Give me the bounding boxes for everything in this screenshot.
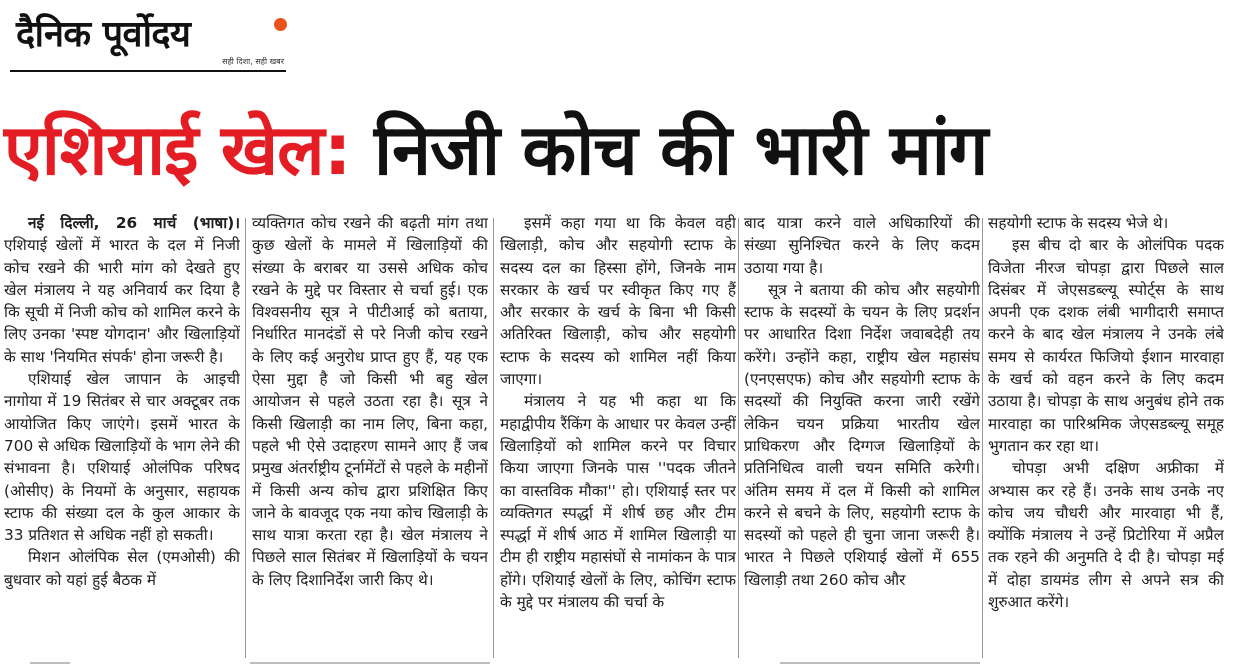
- article-paragraph: एशियाई खेल जापान के आइची नागोया में 19 सितंबर से चार अक्टूबर तक आयोजित किए जाएंगे। इसमें भारत के 700 से अधिक खिलाड़ियों के भाग लेने की संभावना है। एशियाई ओलंपिक परिषद (ओसीए) के नियमों के अनुसार, सहायक स्टाफ की संख्या दल के कुल आकार के 33 प्रतिशत से अधिक नहीं हो सकती।: [4, 370, 240, 545]
- article-paragraph: मंत्रालय ने यह भी कहा था कि महाद्वीपीय रैंकिंग के आधार पर केवल उन्हीं खिलाड़ियों को शामिल करने पर विचार किया जाएगा जिनके पास ''पदक जीतने का वास्तविक मौका'' हो। एशियाई स्तर पर व्यक्तिगत स्पर्द्धा में शीर्ष छह और टीम स्पर्द्धा में शीर्ष आठ में शामिल खिलाड़ी या टीम ही राष्ट्रीय महासंघों से नामांकन के पात्र होंगे। एशियाई खेलों के लिए, कोचिंग स्टाफ के मुद्दे पर मंत्रालय की चर्चा के: [500, 392, 736, 612]
- article-paragraph: व्यक्तिगत कोच रखने की बढ़ती मांग तथा कुछ खेलों के मामले में खिलाड़ियों की संख्या के बराबर या उससे अधिक कोच रखने के मुद्दे पर विस्तार से चर्चा हुई। एक विश्वसनीय सूत्र ने पीटीआई को बताया, निर्धारित मानदंडों से परे निजी कोच रखने के लिए कई अनुरोध प्राप्त हुए हैं, यह एक ऐसा मुद्दा है जो किसी भी बहु खेल आयोजन से पहले उठता रहा है। सूत्र ने किसी खिलाड़ी का नाम लिए, बिना कहा, पहले भी ऐसे उदाहरण सामने आए हैं जब प्रमुख अंतर्राष्ट्रीय टूर्नामेंटों से पहले के महीनों में किसी अन्य कोच द्वारा प्रशिक्षित किए जाने के बावजूद एक नया कोच खिलाड़ी के साथ यात्रा करता रहा है। खेल मंत्रालय ने पिछले साल सितंबर में खिलाड़ियों के चयन के लिए दिशानिर्देश जारी किए थे।: [252, 214, 488, 589]
- article-column-1: [4, 212, 240, 667]
- article-column-3: [500, 212, 736, 667]
- article-paragraph: मिशन ओलंपिक सेल (एमओसी) की बुधवार को यहां हुई बैठक में: [4, 548, 240, 589]
- column-divider: [493, 218, 494, 658]
- article-paragraph: सहयोगी स्टाफ के सदस्य भेजे थे।: [988, 214, 1169, 232]
- article-column-2: [252, 212, 488, 667]
- article-column-5: [988, 212, 1224, 667]
- column-divider: [738, 218, 739, 658]
- paragraph-text: एशियाई खेलों में भारत के दल में निजी कोच रखने की भारी मांग को देखते हुए खेल मंत्रालय ने यह अनिवार्य कर दिया है कि सूची में निजी कोच को शामिल करने के लिए उनका 'स्पष्ट योगदान' और खिलाड़ियों के साथ 'नियमित संपर्क' होना जरूरी है।: [4, 236, 240, 366]
- cropped-next-article: [250, 662, 490, 664]
- column-divider: [245, 218, 246, 658]
- article-paragraph: इसमें कहा गया था कि केवल वही खिलाड़ी, कोच और सहयोगी स्टाफ के सदस्य दल का हिस्सा होंगे, जिनके नाम सरकार के खर्च पर स्वीकृत किए गए हैं और सरकार के खर्च के बिना भी किसी अतिरिक्त खिलाड़ी, कोच और सहयोगी स्टाफ के सदस्य को शामिल नहीं किया जाएगा।: [500, 214, 736, 389]
- article-paragraph: चोपड़ा अभी दक्षिण अफ्रीका में अभ्यास कर रहे हैं। उनके साथ उनके नए कोच जय चौधरी और मारवाहा भी हैं, क्योंकि मंत्रालय ने उन्हें प्रिटोरिया में अप्रैल तक रहने की अनुमति दे दी है। चोपड़ा मई में दोहा डायमंड लीग से अपने सत्र की शुरुआत करेंगे।: [988, 459, 1224, 612]
- article-body: [4, 212, 1230, 667]
- article-paragraph: इस बीच दो बार के ओलंपिक पदक विजेता नीरज चोपड़ा द्वारा पिछले साल दिसंबर में जेएसडब्ल्यू स्पोर्ट्स के साथ अपनी एक दशक लंबी भागीदारी समाप्त करने के बाद खेल मंत्रालय ने उनके लंबे समय से कार्यरत फिजियो ईशान मारवाहा के खर्च को वहन करने के लिए कदम उठाया है। चोपड़ा के साथ अनुबंध होने तक मारवाहा का पारिश्रमिक जेएसडब्ल्यू समूह भुगतान कर रहा था।: [988, 236, 1224, 455]
- headline-part-red: एशियाई खेल:: [4, 109, 351, 191]
- masthead-underline: [10, 70, 286, 72]
- article-headline: [4, 100, 1230, 200]
- headline-part-black: निजी कोच की भारी मांग: [350, 109, 988, 191]
- newspaper-logo: दैनिक पूर्वोदय: [16, 14, 191, 55]
- article-paragraph: बाद यात्रा करने वाले अधिकारियों की संख्या सुनिश्चित करने के लिए कदम उठाया गया है।: [744, 214, 980, 277]
- column-divider: [982, 218, 983, 658]
- cropped-next-article: [30, 662, 70, 664]
- article-paragraph: सूत्र ने बताया की कोच और सहयोगी स्टाफ के सदस्यों के चयन के लिए प्रदर्शन पर आधारित दिशा निर्देश जवाबदेही तय करेंगे। उन्होंने कहा, राष्ट्रीय खेल महासंघ (एनएसएफ) कोच और सहयोगी स्टाफ के सदस्यों की नियुक्ति करना जारी रखेंगे लेकिन चयन प्रक्रिया भारतीय खेल प्राधिकरण और दिग्गज खिलाड़ियों के प्रतिनिधित्व वाली चयन समिति करेगी। अंतिम समय में दल में किसी को शामिल करने से बचने के लिए, सहयोगी स्टाफ के सदस्यों को पहले ही चुना जाना जरूरी है। भारत ने पिछले एशियाई खेलों में 655 खिलाड़ी तथा 260 कोच और: [744, 280, 980, 589]
- logo-dot-icon: [274, 18, 287, 31]
- cropped-next-article: [780, 662, 980, 664]
- dateline: नई दिल्ली, 26 मार्च (भाषा)।: [28, 214, 240, 232]
- masthead-tagline: सही दिशा, सही खबर: [222, 57, 284, 66]
- article-paragraph: [4, 212, 240, 368]
- article-column-4: [744, 212, 980, 667]
- masthead: [10, 8, 290, 72]
